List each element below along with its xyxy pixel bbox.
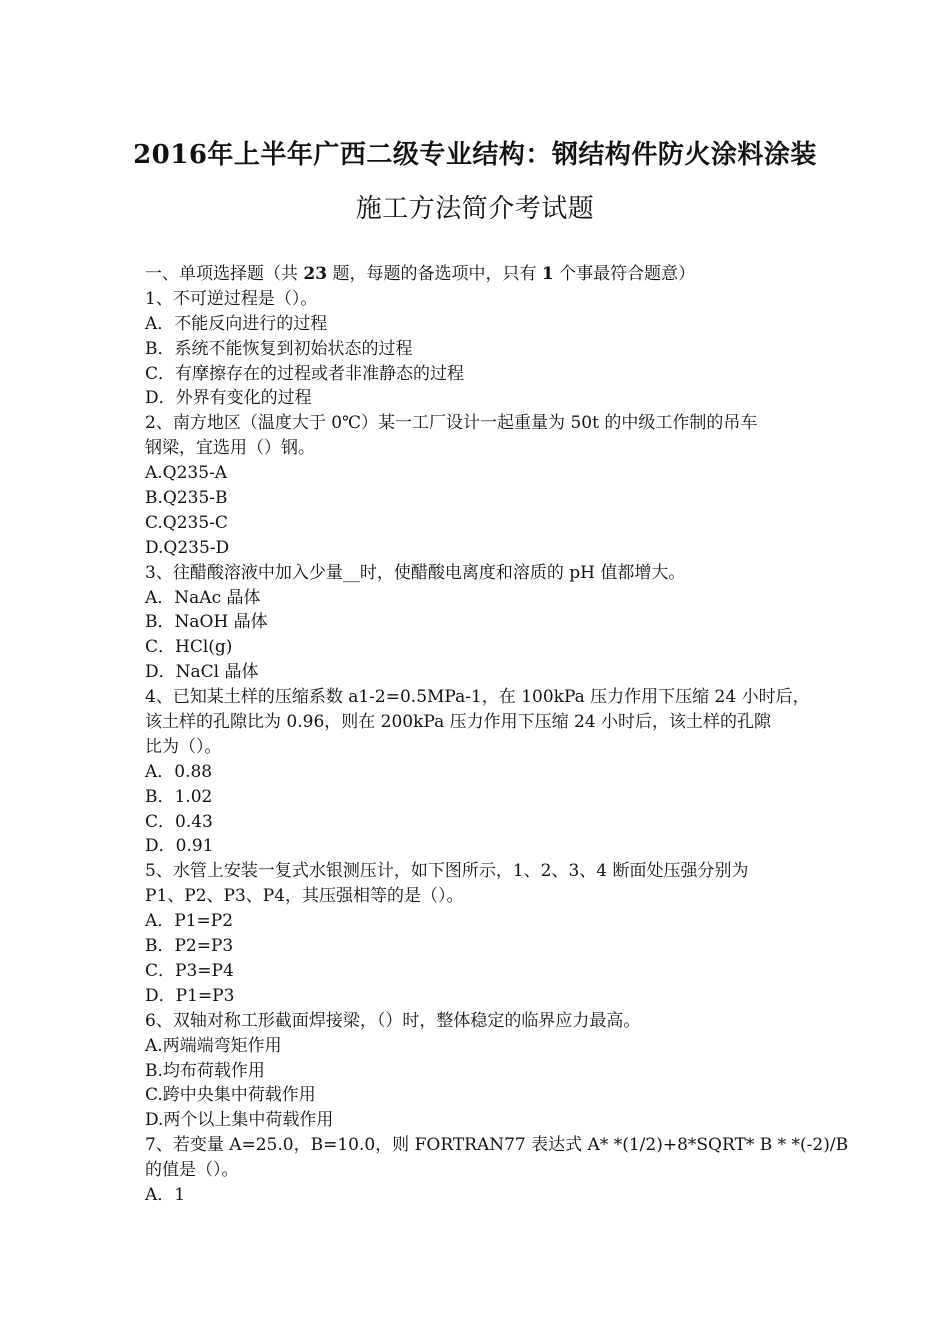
section-heading	[145, 262, 810, 287]
text-line: D.Q235-D	[145, 537, 230, 558]
text-line: A．1	[145, 1184, 186, 1205]
text-line: B．1.02	[145, 786, 213, 807]
text-line: B．P2=P3	[145, 936, 234, 957]
text-line: A．P1=P2	[145, 911, 234, 932]
answer-count: 1	[541, 264, 554, 284]
document-title-line-1: 2016年上半年广西二级专业结构：钢结构件防火涂料涂装	[133, 140, 817, 170]
section-heading-middle: 题，每题的备选项中，只有	[327, 264, 542, 284]
text-line: C．P3=P4	[145, 960, 234, 981]
text-line: 2、南方地区（温度大于 0℃）某一工厂设计一起重量为 50t 的中级工作制的吊车	[145, 413, 758, 434]
text-line: A．NaAc 晶体	[145, 587, 261, 608]
section-heading-suffix: 个事最符合题意）	[553, 264, 696, 284]
text-line: 该土样的孔隙比为 0.96，则在 200kPa 压力作用下压缩 24 小时后，该土样的孔隙	[145, 712, 772, 733]
text-line: 的值是（）。	[145, 1160, 239, 1181]
text-line: A.Q235-A	[145, 463, 228, 484]
question-list	[145, 287, 849, 1208]
section-heading-prefix: 一、单项选择题（共	[145, 264, 304, 284]
text-line: C.跨中央集中荷载作用	[145, 1085, 316, 1106]
text-line: D．外界有变化的过程	[145, 388, 312, 409]
text-line: D.两个以上集中荷载作用	[145, 1110, 334, 1131]
text-line: A．0.88	[145, 761, 213, 782]
text-line: C.Q235-C	[145, 512, 228, 533]
text-line: 6、双轴对称工形截面焊接梁，（）时，整体稳定的临界应力最高。	[145, 1010, 641, 1031]
text-line: 钢梁，宜选用（）钢。	[145, 438, 315, 459]
text-line: 比为（）。	[145, 736, 222, 757]
text-line: B.均布荷载作用	[145, 1060, 265, 1081]
text-line: 1、不可逆过程是（）。	[145, 288, 318, 309]
text-line: D．P1=P3	[145, 985, 235, 1006]
document-title-line-2: 施工方法简介考试题	[355, 194, 595, 224]
document-body	[145, 262, 849, 1208]
text-line: B．NaOH 晶体	[145, 612, 268, 633]
text-line: D．0.91	[145, 836, 214, 857]
text-line: C．有摩擦存在的过程或者非准静态的过程	[145, 363, 465, 384]
text-line: 3、往醋酸溶液中加入少量__时，使醋酸电离度和溶质的 pH 值都增大。	[145, 562, 686, 583]
text-line: B.Q235-B	[145, 488, 228, 509]
text-line: A．不能反向进行的过程	[145, 313, 328, 334]
text-line: D．NaCl 晶体	[145, 662, 259, 683]
text-line: C．0.43	[145, 811, 213, 832]
question-count: 23	[303, 264, 328, 284]
text-line: C．HCl(g)	[145, 637, 233, 658]
text-line: 7、若变量 A=25.0，B=10.0，则 FORTRAN77 表达式 A* *(1/2)+8*SQRT* B * *(-2)/B	[145, 1135, 849, 1156]
text-line: 4、已知某土样的压缩系数 a1-2=0.5MPa-1，在 100kPa 压力作用下压缩 24 小时后，	[145, 687, 810, 708]
text-line: P1、P2、P3、P4，其压强相等的是（）。	[145, 886, 464, 907]
text-line: A.两端端弯矩作用	[145, 1035, 282, 1056]
text-line: B．系统不能恢复到初始状态的过程	[145, 338, 413, 359]
text-line: 5、水管上安装一复式水银测压计，如下图所示，1、2、3、4 断面处压强分别为	[145, 861, 749, 882]
